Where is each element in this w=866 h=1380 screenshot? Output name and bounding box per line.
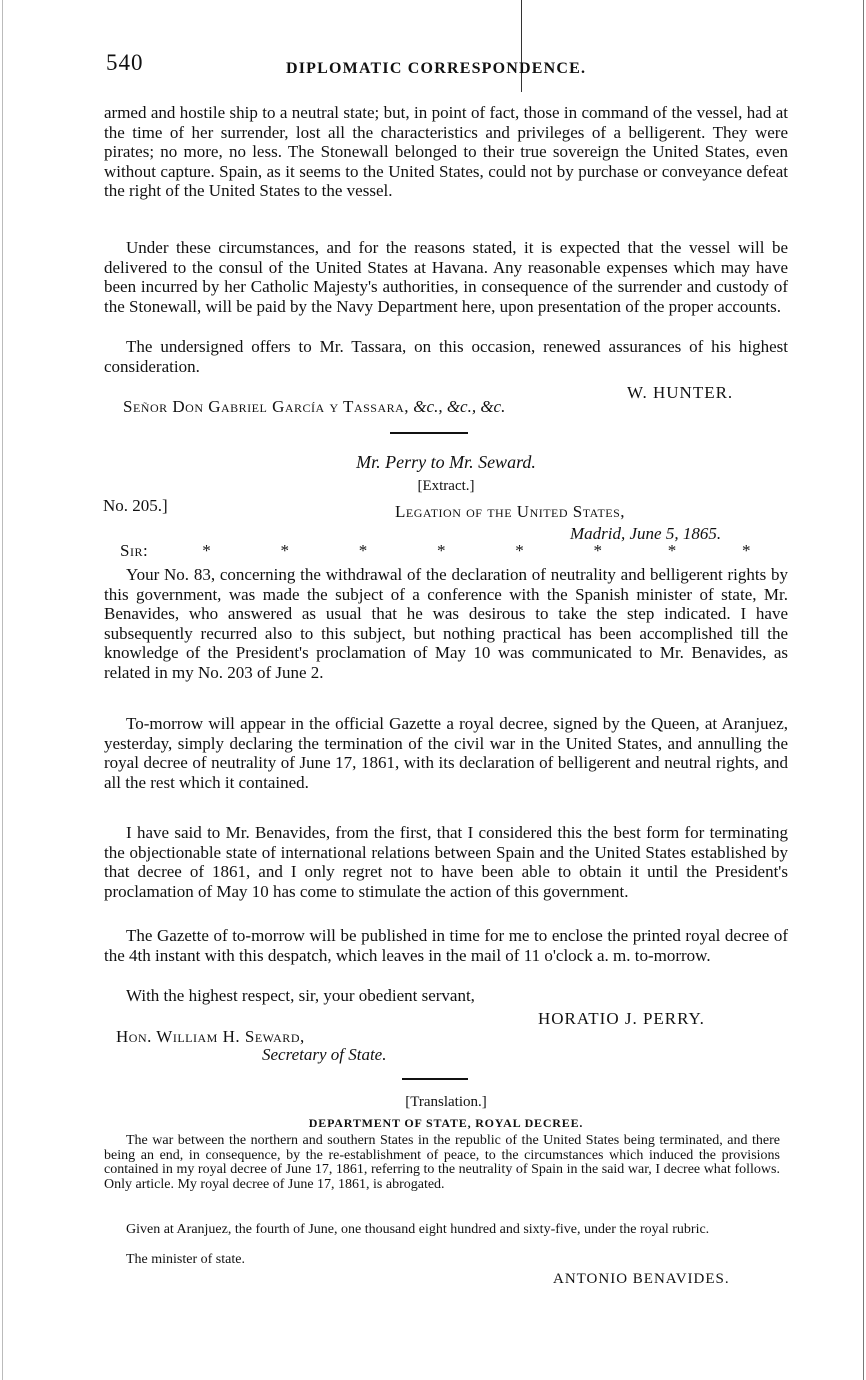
ellipsis-star: * <box>280 541 289 560</box>
translation-signature: ANTONIO BENAVIDES. <box>553 1271 730 1287</box>
letter1-paragraph: armed and hostile ship to a neutral state; but, in point of fact, those in command of the vessel, had at the time of her surrender, lost all the characteristics and privileges of a belligerent. They were pirates; no more, no less. The Stonewall belonged to their true sovereign the United States, even without capture. Spain, as it seems to the United States, could not by purchase or conveyance defeat the right of the United States to the vessel. <box>104 103 788 201</box>
letter2-paragraph: I have said to Mr. Benavides, from the first, that I considered this the best form for terminating the objectionable state of international relations between Spain and the United States established by that decree of 1861, and I only regret not to have been able to obtain it until the President's proclamation of May 10 has come to stimulate the action of this government. <box>104 823 788 901</box>
letter2-extract-label: [Extract.] <box>417 478 475 494</box>
letter2-addressee-name: Hon. William H. Seward, <box>116 1027 305 1046</box>
page-number: 540 <box>106 50 144 75</box>
translation-paragraph: Given at Aranjuez, the fourth of June, one thousand eight hundred and sixty-five, under the royal rubric. <box>126 1222 710 1237</box>
letter1-paragraph: Under these circumstances, and for the reasons stated, it is expected that the vessel will be delivered to the consul of the United States at Havana. Any reasonable expenses which may have been incurred by her Catholic Majesty's authorities, in consequence of the surrender and custody of the Stonewall, will be paid by the Navy Department here, upon presentation of the proper accounts. <box>104 238 788 316</box>
ellipsis-star: * <box>742 541 751 560</box>
ellipsis-star: * <box>667 541 677 560</box>
letter2-number: No. 205.] <box>103 496 168 515</box>
page-edge-left <box>2 0 3 1380</box>
letter1-addressee <box>123 397 505 417</box>
translation-heading: DEPARTMENT OF STATE, ROYAL DECREE. <box>308 1116 584 1130</box>
letter2-legation: Legation of the United States, <box>395 502 626 521</box>
salutation: Sir: <box>120 541 149 560</box>
salutation-line <box>120 541 780 561</box>
page-edge-right <box>863 0 864 1380</box>
gutter-line <box>521 0 522 92</box>
letter2-dateline: Madrid, June 5, 1865. <box>570 524 722 543</box>
addressee-suffix: &c., &c., &c. <box>413 397 506 416</box>
letter1-signature: W. HUNTER. <box>627 383 734 402</box>
letter2-paragraph: With the highest respect, sir, your obedient servant, <box>126 986 475 1005</box>
letter2-paragraph: To-morrow will appear in the official Gazette a royal decree, signed by the Queen, at Aranjuez, yesterday, simply declaring the termination of the civil war in the United States, and annulling the royal decree of neutrality of June 17, 1861, with its declaration of belligerent and neutral rights, and all the rest which it contained. <box>104 714 788 792</box>
letter2-paragraph: The Gazette of to-morrow will be published in time for me to enclose the printed royal decree of the 4th instant with this despatch, which leaves in the mail of 11 o'clock a. m. to-morrow. <box>104 926 788 965</box>
ellipsis-star: * <box>202 541 211 560</box>
translation-paragraph: The minister of state. <box>126 1252 245 1267</box>
ellipsis-star: * <box>358 541 368 560</box>
letter2-paragraph: Your No. 83, concerning the withdrawal of the declaration of neutrality and belligerent rights by this government, was made the subject of a conference with the Spanish minister of state, Mr. Benavides, who answered as usual that he was desirous to take the step indicated. I have subsequently recurred also to this subject, but nothing practical has been accomplished till the knowledge of the President's proclamation of May 10 was communicated to Mr. Benavides, as related in my No. 203 of June 2. <box>104 565 788 682</box>
letter2-heading: Mr. Perry to Mr. Seward. <box>356 452 536 472</box>
letter1-paragraph: The undersigned offers to Mr. Tassara, on this occasion, renewed assurances of his highest consideration. <box>104 337 788 376</box>
section-divider <box>402 1078 468 1080</box>
running-head: DIPLOMATIC CORRESPONDENCE. <box>286 60 587 77</box>
translation-paragraph: The war between the northern and southern States in the republic of the United States being terminated, and there being an end, in consequence, by the re-establishment of peace, to the circumstances which induced the provisions contained in my royal decree of June 17, 1861, referring to the neutrality of Spain in the said war, I decree what follows. Only article. My royal decree of June 17, 1861, is abrogated. <box>104 1133 780 1192</box>
ellipsis-star: * <box>515 541 524 560</box>
addressee-name: Señor Don Gabriel García y Tassara, <box>123 397 410 416</box>
section-divider <box>390 432 468 434</box>
ellipsis-star: * <box>593 541 602 560</box>
translation-label: [Translation.] <box>405 1094 487 1110</box>
ellipsis-star: * <box>437 541 446 560</box>
letter2-addressee-title: Secretary of State. <box>262 1045 387 1064</box>
letter2-signature: HORATIO J. PERRY. <box>538 1009 705 1028</box>
